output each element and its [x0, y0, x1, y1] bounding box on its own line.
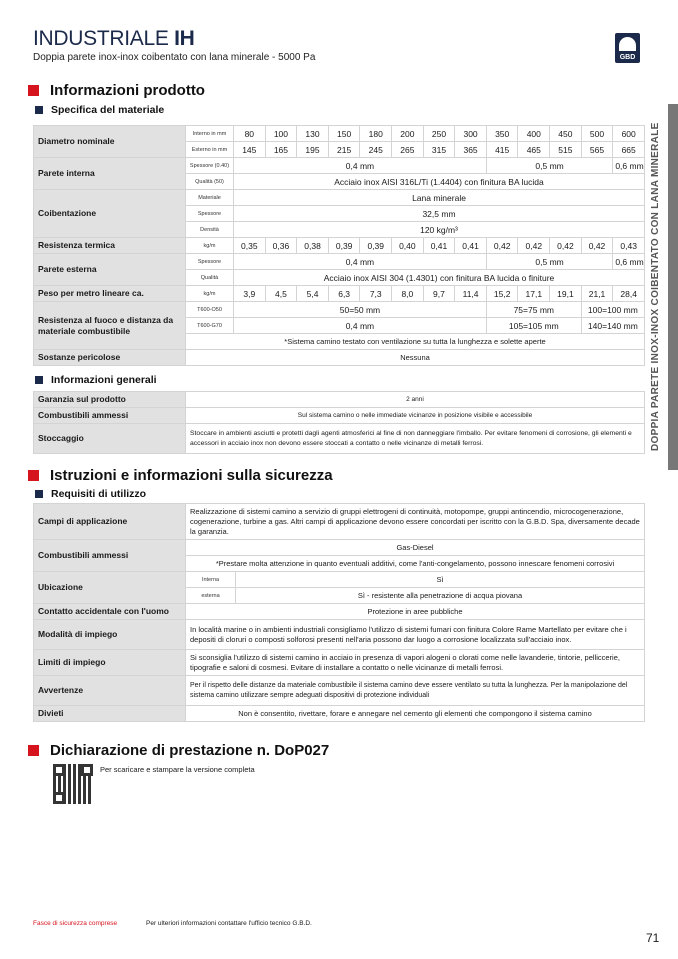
cell: 5,4 [297, 286, 329, 302]
table-row [34, 650, 645, 676]
cell: 2 anni [186, 392, 645, 408]
blue-square-icon [35, 376, 43, 384]
cell: 180 [360, 126, 392, 142]
table-row [34, 424, 645, 454]
cell: 11,4 [455, 286, 487, 302]
sub-label: Spessore [186, 206, 234, 222]
page-subtitle: Doppia parete inox-inox coibentato con lana minerale - 5000 Pa [33, 52, 316, 63]
cell: 0,41 [455, 238, 487, 254]
cell: 365 [455, 142, 487, 158]
cell: 600 [613, 126, 645, 142]
cell: 0,35 [234, 238, 266, 254]
cell: 100=100 mm [581, 302, 644, 318]
cell: 140=140 mm [581, 318, 644, 334]
gbd-logo [615, 33, 640, 63]
row-label: Resistenza al fuoco e distanza da materiale combustibile [34, 302, 186, 350]
cell: Acciaio inox AISI 316L/Ti (1.4404) con finitura BA lucida [234, 174, 645, 190]
cell: 0,6 mm [613, 254, 645, 270]
row-label: Garanzia sul prodotto [34, 392, 186, 408]
cell: 0,43 [613, 238, 645, 254]
table-row [34, 286, 645, 302]
spec-table [33, 125, 645, 366]
section-heading [28, 82, 205, 99]
table-row [34, 302, 645, 318]
cell: 245 [360, 142, 392, 158]
cell: 0,42 [486, 238, 518, 254]
cell: 80 [234, 126, 266, 142]
cell: 300 [455, 126, 487, 142]
cell: In località marine o in ambienti industriali consigliamo l'utilizzo di sistemi fumari con finitura Colore Rame Martellato per evitare che i depositi di cloruri o composti solforosi presenti nell'aria possono dar luogo a corrosione localizzata sull'acciaio inox. [186, 620, 645, 650]
side-tab [645, 104, 678, 470]
subsection-title: Informazioni generali [51, 374, 157, 386]
cell: 75=75 mm [486, 302, 581, 318]
qr-finder [81, 764, 93, 776]
red-square-icon [28, 470, 39, 481]
cell: 0,39 [328, 238, 360, 254]
row-label: Resistenza termica [34, 238, 186, 254]
sub-label: Spessore [186, 254, 234, 270]
sub-label: Interna [186, 572, 236, 588]
cell: 350 [486, 126, 518, 142]
cell: 0,42 [518, 238, 550, 254]
cell: 0,5 mm [486, 158, 612, 174]
cell: 4,5 [265, 286, 297, 302]
sub-label: T600-O50 [186, 302, 234, 318]
table-row [34, 158, 645, 174]
table-row [34, 254, 645, 270]
cell: 28,4 [613, 286, 645, 302]
sub-label: Densità [186, 222, 234, 238]
cell: 100 [265, 126, 297, 142]
section-title: Istruzioni e informazioni sulla sicurezza [50, 467, 333, 484]
cell: *Prestare molta attenzione in quanto eventuali additivi, come l'anti-congelamento, possono innescare fenomeni corrosivi [186, 556, 645, 572]
cell: 145 [234, 142, 266, 158]
cell: 9,7 [423, 286, 455, 302]
table-row [34, 706, 645, 722]
cell: 0,42 [581, 238, 613, 254]
sub-label: esterna [186, 588, 236, 604]
red-square-icon [28, 745, 39, 756]
row-label: Avvertenze [34, 676, 186, 706]
cell: 50=50 mm [234, 302, 487, 318]
row-label: Coibentazione [34, 190, 186, 238]
cell: 0,40 [392, 238, 424, 254]
cell: 0,5 mm [486, 254, 612, 270]
cell: 500 [581, 126, 613, 142]
cell: 0,38 [297, 238, 329, 254]
blue-square-icon [35, 106, 43, 114]
cell: 400 [518, 126, 550, 142]
requirements-table [33, 503, 645, 722]
cell: 515 [550, 142, 582, 158]
sub-label: Spessore (0.40) [186, 158, 234, 174]
qr-finder [53, 764, 65, 776]
sub-label: T600-G70 [186, 318, 234, 334]
side-tab-label: DOPPIA PARETE INOX-INOX COIBENTATO CON LANA MINERALE [650, 122, 661, 452]
row-label: Ubicazione [34, 572, 186, 604]
sub-label: Interno in mm [186, 126, 234, 142]
cell: 665 [613, 142, 645, 158]
cell: 3,9 [234, 286, 266, 302]
table-row [34, 392, 645, 408]
subsection-heading [35, 488, 146, 500]
sub-label: kg/m [186, 286, 234, 302]
side-bar [668, 104, 678, 470]
table-row [34, 190, 645, 206]
footer-info: Per ulteriori informazioni contattare l'ufficio tecnico G.B.D. [146, 920, 312, 927]
row-label: Parete esterna [34, 254, 186, 286]
cell: Sul sistema camino o nelle immediate vicinanze in posizione visibile e accessibile [186, 408, 645, 424]
table-row [34, 350, 645, 366]
row-label: Peso per metro lineare ca. [34, 286, 186, 302]
cell: 150 [328, 126, 360, 142]
row-label: Parete interna [34, 158, 186, 190]
logo-text: GBD [619, 54, 636, 61]
cell: 415 [486, 142, 518, 158]
row-label: Combustibili ammessi [34, 540, 186, 572]
cell: Per il rispetto delle distanze da materiale combustibile il sistema camino deve essere ventilato su tutta la lunghezza. Per la manipolazione del sistema camino utilizzare sempre adeguati dispositivi di protezione individuali [186, 676, 645, 706]
cell: Acciaio inox AISI 304 (1.4301) con finitura BA lucida o finiture [234, 270, 645, 286]
cell: Realizzazione di sistemi camino a servizio di gruppi elettrogeni di continuità, motopompe, gruppi antincendio, microcogenerazione, cogenerazione, turbine a gas. Altri campi di applicazione devono essere concordati per iscritto con la G.B.D. Spa, diversamente decade la garanzia. [186, 504, 645, 540]
cell: 195 [297, 142, 329, 158]
page-number: 71 [646, 931, 660, 945]
table-row [34, 676, 645, 706]
cell: 0,4 mm [234, 318, 487, 334]
cell: Sì - resistente alla penetrazione di acqua piovana [236, 588, 645, 604]
footer-safety-note: Fasce di sicurezza comprese [33, 920, 118, 927]
row-label: Limiti di impiego [34, 650, 186, 676]
blue-square-icon [35, 490, 43, 498]
qr-caption: Per scaricare e stampare la versione completa [100, 765, 255, 774]
cell: 465 [518, 142, 550, 158]
title-main: INDUSTRIALE [33, 27, 169, 50]
cell: 15,2 [486, 286, 518, 302]
row-label: Diametro nominale [34, 126, 186, 158]
table-row [34, 238, 645, 254]
title-model: IH [174, 27, 195, 50]
section-title: Dichiarazione di prestazione n. DoP027 [50, 742, 330, 759]
sub-label: Qualità (50) [186, 174, 234, 190]
dome-icon [619, 37, 636, 51]
cell: 165 [265, 142, 297, 158]
sub-label: Qualità [186, 270, 234, 286]
cell: 565 [581, 142, 613, 158]
table-row [34, 504, 645, 540]
cell: Gas-Diesel [186, 540, 645, 556]
cell: 450 [550, 126, 582, 142]
cell: 200 [392, 126, 424, 142]
cell: 21,1 [581, 286, 613, 302]
sub-label: Materiale [186, 190, 234, 206]
cell: 315 [423, 142, 455, 158]
row-label: Sostanze pericolose [34, 350, 186, 366]
cell: 7,3 [360, 286, 392, 302]
cell: 0,4 mm [234, 158, 487, 174]
cell: Non è consentito, rivettare, forare e annegare nel cemento gli elementi che compongono il sistema camino [186, 706, 645, 722]
table-row [34, 620, 645, 650]
cell: Protezione in aree pubbliche [186, 604, 645, 620]
sub-label: kg/m [186, 238, 234, 254]
cell: 0,42 [550, 238, 582, 254]
cell: 0,6 mm [613, 158, 645, 174]
row-label: Stoccaggio [34, 424, 186, 454]
cell: 0,4 mm [234, 254, 487, 270]
cell: 250 [423, 126, 455, 142]
general-info-table [33, 391, 645, 454]
fire-note: *Sistema camino testato con ventilazione su tutta la lunghezza e solette aperte [186, 334, 645, 350]
cell: 17,1 [518, 286, 550, 302]
cell: 19,1 [550, 286, 582, 302]
cell: Si sconsiglia l'utilizzo di sistemi camino in acciaio in presenza di vapori alogeni o clorati come nelle lavanderie, tintorie, pelliccerie, tipografie e saloni di cosmesi. Evitare di installare a contatto o nelle vicinanze di metalli ferrosi. [186, 650, 645, 676]
section-heading [28, 742, 329, 759]
cell: 32,5 mm [234, 206, 645, 222]
section-heading [28, 467, 333, 484]
sub-label: Esterno in mm [186, 142, 234, 158]
cell: Lana minerale [234, 190, 645, 206]
table-row [34, 408, 645, 424]
cell: 120 kg/m³ [234, 222, 645, 238]
cell: 8,0 [392, 286, 424, 302]
qr-finder [53, 792, 65, 804]
row-label: Campi di applicazione [34, 504, 186, 540]
table-row [34, 572, 645, 588]
cell: 6,3 [328, 286, 360, 302]
cell: Nessuna [186, 350, 645, 366]
row-label: Divieti [34, 706, 186, 722]
row-label: Combustibili ammessi [34, 408, 186, 424]
cell: 130 [297, 126, 329, 142]
cell: 215 [328, 142, 360, 158]
row-label: Contatto accidentale con l'uomo [34, 604, 186, 620]
cell: Sì [236, 572, 645, 588]
cell: 0,39 [360, 238, 392, 254]
subsection-title: Requisiti di utilizzo [51, 488, 147, 500]
cell: Stoccare in ambienti asciutti e protetti dagli agenti atmosferici al fine di non danneggiare l'imballo. Per evitare fenomeni di corrosione, gli elementi e accessori in acciaio inox non devono essere stoccati a contatto o nelle vicinanze di metalli ferrosi. [186, 424, 645, 454]
section-title: Informazioni prodotto [50, 82, 205, 99]
cell: 105=105 mm [486, 318, 581, 334]
table-row [34, 126, 645, 142]
cell: 0,41 [423, 238, 455, 254]
subsection-heading [35, 104, 164, 116]
table-row [34, 540, 645, 556]
subsection-title: Specifica del materiale [51, 104, 165, 116]
table-row [34, 604, 645, 620]
red-square-icon [28, 85, 39, 96]
subsection-heading [35, 374, 157, 386]
page-title [33, 27, 195, 51]
row-label: Modalità di impiego [34, 620, 186, 650]
qr-code[interactable] [53, 764, 93, 804]
cell: 265 [392, 142, 424, 158]
cell: 0,36 [265, 238, 297, 254]
